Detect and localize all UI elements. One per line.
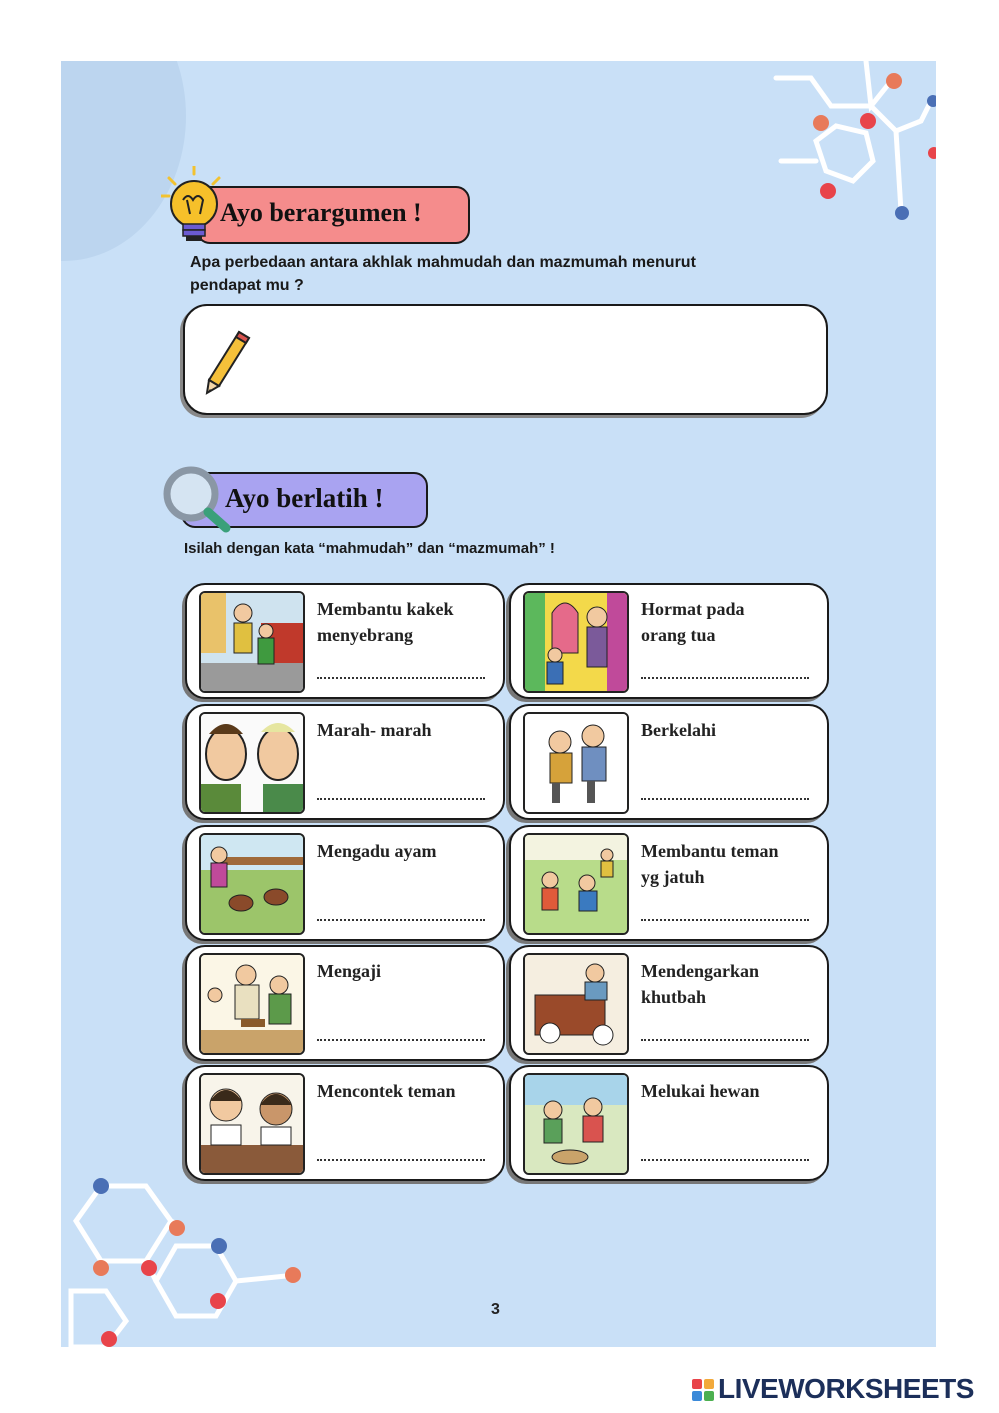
card-mencontek-teman [185,1065,505,1181]
question-text [190,251,790,297]
card-mengadu-ayam [185,825,505,941]
card-label: Membantu teman yg jatuh [641,841,779,887]
logo-text: LIVEWORKSHEETS [718,1373,974,1404]
practice-instruction: Isilah dengan kata “mahmudah” dan “mazmumah” ! [184,540,555,557]
answer-blank[interactable] [317,677,485,679]
card-mendengarkan-khutbah [509,945,829,1061]
card-label: Mencontek teman [317,1081,456,1101]
lightbulb-icon [161,166,231,246]
answer-blank[interactable] [641,1159,809,1161]
card-label: Melukai hewan [641,1081,760,1101]
card-label: Marah- marah [317,720,432,740]
question-line-2: pendapat mu ? [190,277,304,294]
worksheet-page [61,61,936,1347]
picture-cockfight [199,833,305,935]
molecule-decoration-bottom [61,1171,321,1347]
card-berkelahi [509,704,829,820]
picture-helping-grandpa [199,591,305,693]
question-line-1: Apa perbedaan antara akhlak mahmudah dan mazmumah menurut [190,254,696,271]
answer-blank[interactable] [317,798,485,800]
picture-fighting [523,712,629,814]
answer-blank[interactable] [317,1039,485,1041]
answer-blank[interactable] [641,677,809,679]
answer-blank[interactable] [317,1159,485,1161]
picture-reciting-quran [199,953,305,1055]
picture-sermon [523,953,629,1055]
picture-respect-parents [523,591,629,693]
card-membantu-kakek [185,583,505,699]
card-mengaji [185,945,505,1061]
argument-banner [196,186,470,244]
picture-cheating [199,1073,305,1175]
card-label: Mendengarkan khutbah [641,961,760,1007]
card-melukai-hewan [509,1065,829,1181]
card-label: Membantu kakek menyebrang [317,599,454,645]
picture-hurting-animal [523,1073,629,1175]
practice-banner-title: Ayo berlatih ! [225,483,384,513]
argument-answer-box[interactable] [183,304,828,415]
liveworksheets-logo [692,1373,992,1407]
card-label: Mengaji [317,961,381,981]
answer-blank[interactable] [317,919,485,921]
card-label: Berkelahi [641,720,716,740]
argument-banner-title: Ayo berargumen ! [220,198,422,227]
card-membantu-teman [509,825,829,941]
card-marah-marah [185,704,505,820]
answer-blank[interactable] [641,1039,809,1041]
pencil-icon [203,330,253,395]
answer-blank[interactable] [641,919,809,921]
card-label: Hormat pada orang tua [641,599,745,645]
card-hormat-orang-tua [509,583,829,699]
logo-squares-icon [692,1379,714,1401]
molecule-decoration-top [761,61,936,231]
picture-helping-friend [523,833,629,935]
page-number: 3 [491,1301,500,1318]
picture-angry-people [199,712,305,814]
card-label: Mengadu ayam [317,841,437,861]
answer-blank[interactable] [641,798,809,800]
magnifier-icon [161,466,236,536]
